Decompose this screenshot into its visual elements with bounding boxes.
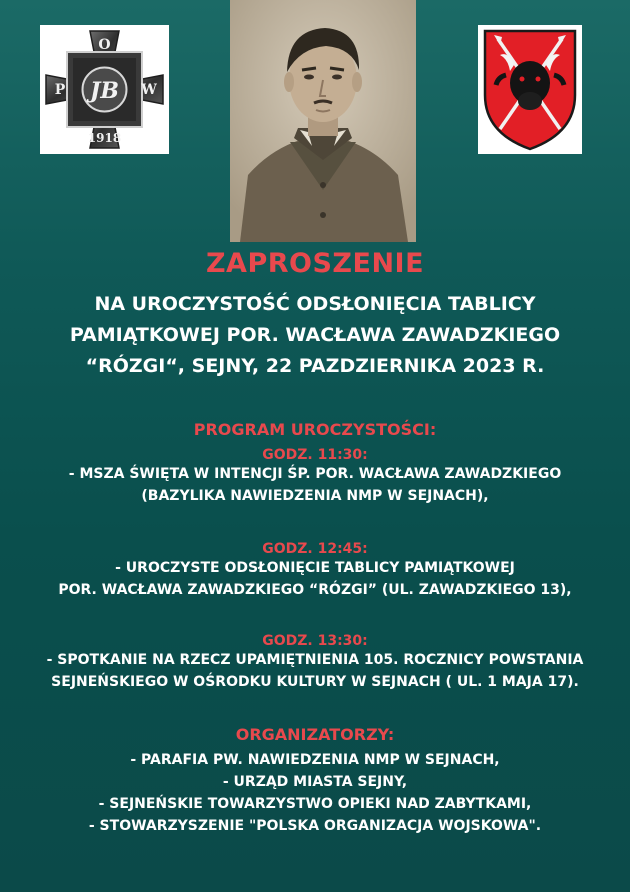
program-time: GODZ. 12:45: <box>262 541 368 557</box>
badge-monogram: JB <box>89 78 120 104</box>
program-time: GODZ. 13:30: <box>262 633 368 649</box>
header-images <box>0 0 630 250</box>
organizer-item: - URZĄD MIASTA SEJNY, <box>222 774 408 790</box>
badge-letter-o: O <box>98 37 111 53</box>
subtitle-line: NA UROCZYSTOŚĆ ODSŁONIĘCIA TABLICY <box>94 293 536 315</box>
program-item-3 <box>0 633 630 693</box>
organizer-item: - SEJNEŃSKIE TOWARZYSTWO OPIEKI NAD ZABYTKAMI, <box>98 796 532 812</box>
badge-letter-p: P <box>54 82 66 98</box>
officer-portrait-icon <box>230 0 416 242</box>
invitation-title: ZAPROSZENIE <box>205 248 425 279</box>
program-line: SEJNEŃSKIEGO W OŚRODKU KULTURY W SEJNACH ( UL. 1 MAJA 17). <box>51 674 579 690</box>
organizer-item: - STOWARZYSZENIE "POLSKA ORGANIZACJA WOJSKOWA". <box>88 818 542 834</box>
coat-of-arms <box>478 25 582 154</box>
program-line: - SPOTKANIE NA RZECZ UPAMIĘTNIENIA 105. ROCZNICY POWSTANIA <box>46 652 584 668</box>
program-line: POR. WACŁAWA ZAWADZKIEGO “RÓZGI” (UL. ZAWADZKIEGO 13), <box>58 582 572 598</box>
program-line: - UROCZYSTE ODSŁONIĘCIE TABLICY PAMIĄTKOWEJ <box>115 560 515 576</box>
organizers-title: ORGANIZATORZY: <box>235 725 395 744</box>
program-line: (BAZYLIKA NAWIEDZENIA NMP W SEJNACH), <box>141 488 489 504</box>
badge-letter-w: W <box>141 82 157 98</box>
program-item-1 <box>0 447 630 507</box>
pow-cross-badge <box>40 25 169 154</box>
subtitle-line: PAMIĄTKOWEJ POR. WACŁAWA ZAWADZKIEGO <box>69 324 561 346</box>
organizer-item: - PARAFIA PW. NAWIEDZENIA NMP W SEJNACH, <box>130 752 500 768</box>
organizers-list <box>0 749 630 837</box>
program-title: PROGRAM UROCZYSTOŚCI: <box>193 420 437 439</box>
badge-year: 1918 <box>87 131 122 145</box>
subtitle-line: “RÓZGI“, SEJNY, 22 PAZDZIERNIKA 2023 R. <box>85 355 545 377</box>
shield-bison-icon <box>478 25 582 154</box>
program-line: - MSZA ŚWIĘTA W INTENCJI ŚP. POR. WACŁAWA ZAWADZKIEGO <box>68 466 562 482</box>
program-time: GODZ. 11:30: <box>262 447 368 463</box>
portrait-photo <box>230 0 416 242</box>
program-item-2 <box>0 541 630 601</box>
pow-cross-icon <box>40 25 169 154</box>
invitation-subtitle <box>0 289 630 382</box>
